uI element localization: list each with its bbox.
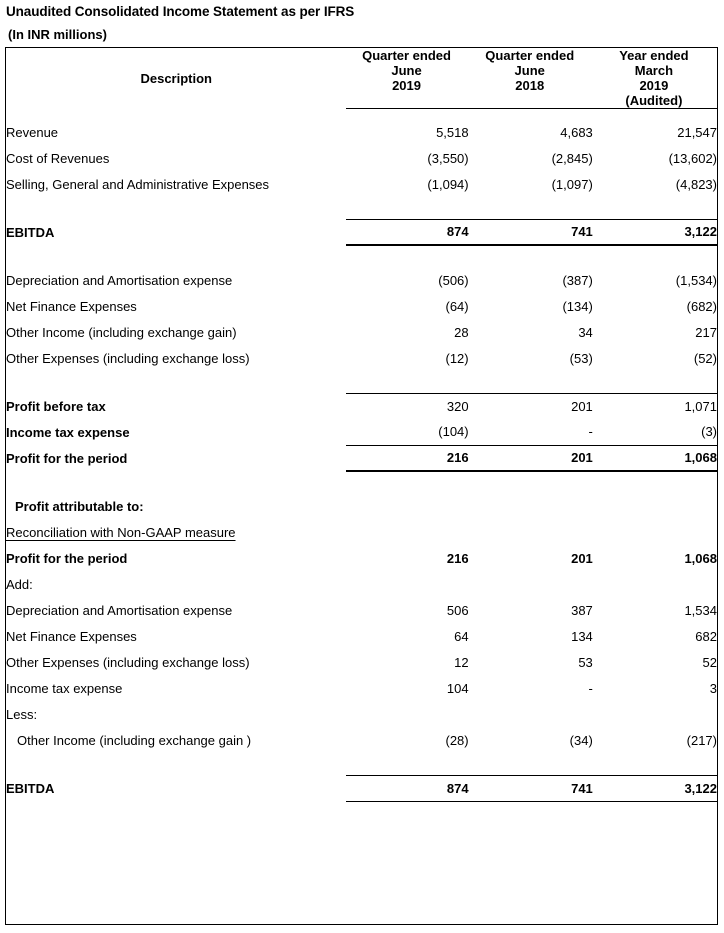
column-header-y1-line3: 2019 — [639, 78, 669, 93]
net-finance-q1-2019: (64) — [445, 298, 469, 314]
row-label-net-finance-expenses: Net Finance Expenses — [6, 298, 137, 314]
pbt-q1-2019: 320 — [346, 393, 468, 419]
depreciation-q1-2018: (387) — [562, 272, 593, 288]
column-header-y1-line2: March — [634, 63, 674, 78]
row-label-other-expenses: Other Expenses (including exchange loss) — [6, 350, 250, 366]
row-label-sga-expenses: Selling, General and Administrative Expenses — [6, 176, 270, 192]
sga-q1-2019: (1,094) — [427, 176, 469, 192]
table-row-profit-for-period-recon — [6, 545, 717, 571]
ebitda-top-q1-2018: 741 — [469, 219, 593, 245]
other-expenses-q1-2019: (12) — [445, 350, 469, 366]
row-label-other-income: Other Income (including exchange gain) — [6, 324, 237, 340]
table-row — [6, 649, 717, 675]
table-row — [6, 675, 717, 701]
depreciation-recon-fy-2019: 1,534 — [684, 602, 717, 618]
tax-recon-q1-2019: 104 — [446, 680, 469, 696]
table-row — [6, 119, 717, 145]
depreciation-recon-q1-2018: 387 — [571, 602, 593, 618]
pft-recon-q1-2019: 216 — [446, 550, 469, 566]
row-label-net-finance-recon: Net Finance Expenses — [6, 628, 137, 644]
table-row — [6, 293, 717, 319]
ebitda-top-q1-2019: 874 — [346, 219, 468, 245]
row-label-depreciation: Depreciation and Amortisation expense — [6, 272, 233, 288]
row-label-other-expenses-recon: Other Expenses (including exchange loss) — [6, 654, 250, 670]
table-row — [6, 345, 717, 371]
column-header-q1-line4 — [346, 93, 468, 109]
spacer-after-ebitda — [6, 245, 717, 267]
row-label-less: Less: — [6, 706, 38, 722]
row-label-income-tax-recon: Income tax expense — [6, 680, 123, 696]
other-expenses-recon-q1-2019: 12 — [454, 654, 469, 670]
column-header-q2-line2: June — [514, 63, 545, 78]
other-income-recon-q1-2019: (28) — [445, 732, 469, 748]
table-row-ebitda-reconciled — [6, 775, 717, 801]
tax-recon-fy-2019: 3 — [709, 680, 717, 696]
pft-recon-fy-2019: 1,068 — [684, 550, 717, 566]
net-finance-recon-q1-2018: 134 — [571, 628, 593, 644]
net-finance-recon-q1-2019: 64 — [454, 628, 469, 644]
column-header-q1-line3: 2019 — [392, 78, 421, 93]
cost-of-revenues-q1-2019: (3,550) — [427, 150, 469, 166]
cost-of-revenues-fy-2019: (13,602) — [668, 150, 717, 166]
revenue-q1-2019: 5,518 — [436, 124, 469, 140]
other-income-recon-q1-2018: (34) — [569, 732, 593, 748]
sga-fy-2019: (4,823) — [675, 176, 717, 192]
column-header-q2-line3: 2018 — [515, 78, 545, 93]
row-label-profit-for-the-period: Profit for the period — [6, 450, 128, 466]
net-finance-fy-2019: (682) — [686, 298, 717, 314]
reconciliation-underlined-text: Reconciliation with Non-GAAP measure — [6, 524, 236, 540]
row-label-ebitda-top: EBITDA — [6, 224, 55, 240]
spacer-before-ebitda-bottom — [6, 753, 717, 775]
spacer-before-pbt — [6, 371, 717, 393]
table-row-profit-attributable — [6, 493, 717, 519]
table-row — [6, 145, 717, 171]
table-row — [6, 597, 717, 623]
other-income-q1-2018: 34 — [578, 324, 593, 340]
row-label-add: Add: — [6, 576, 33, 592]
other-expenses-recon-fy-2019: 52 — [702, 654, 717, 670]
financial-table-container — [5, 47, 718, 925]
currency-units-note: (In INR millions) — [8, 27, 107, 42]
table-row — [6, 171, 717, 197]
table-row — [6, 727, 717, 753]
pbt-q1-2018: 201 — [469, 393, 593, 419]
ebitda-bottom-q1-2019: 874 — [346, 775, 468, 801]
tax-fy-2019: (3) — [701, 424, 717, 440]
table-row — [6, 267, 717, 293]
column-header-q1-line1: Quarter ended — [362, 48, 451, 63]
column-header-description: Description — [140, 70, 212, 86]
income-statement-table — [6, 48, 717, 802]
table-row-less-heading — [6, 701, 717, 727]
table-row — [6, 319, 717, 345]
net-finance-q1-2018: (134) — [562, 298, 593, 314]
table-row-income-tax — [6, 419, 717, 445]
cost-of-revenues-q1-2018: (2,845) — [551, 150, 593, 166]
row-label-revenue: Revenue — [6, 124, 59, 140]
table-row-profit-for-period — [6, 445, 717, 471]
row-label-profit-attributable-to: Profit attributable to: — [15, 498, 144, 514]
other-expenses-q1-2018: (53) — [569, 350, 593, 366]
row-label-income-tax-expense: Income tax expense — [6, 424, 130, 440]
row-label-reconciliation-non-gaap — [6, 519, 346, 545]
other-expenses-recon-q1-2018: 53 — [578, 654, 593, 670]
table-row — [6, 623, 717, 649]
depreciation-q1-2019: (506) — [438, 272, 469, 288]
table-row-profit-before-tax — [6, 393, 717, 419]
table-row-add-heading — [6, 571, 717, 597]
tax-q1-2018: - — [588, 424, 593, 440]
table-header-row-1 — [6, 48, 717, 63]
ebitda-top-fy-2019: 3,122 — [593, 219, 717, 245]
other-income-recon-fy-2019: (217) — [686, 732, 717, 748]
pbt-fy-2019: 1,071 — [593, 393, 717, 419]
ebitda-bottom-fy-2019: 3,122 — [593, 775, 717, 801]
revenue-q1-2018: 4,683 — [560, 124, 593, 140]
depreciation-recon-q1-2019: 506 — [446, 602, 469, 618]
column-header-q1-line2: June — [391, 63, 422, 78]
pft-recon-q1-2018: 201 — [571, 550, 593, 566]
column-header-q2-line1: Quarter ended — [485, 48, 575, 63]
other-expenses-fy-2019: (52) — [693, 350, 717, 366]
column-header-y1-line1: Year ended — [619, 48, 689, 63]
table-row-reconciliation-heading — [6, 519, 717, 545]
table-row-ebitda-subtotal — [6, 219, 717, 245]
spacer-before-attributable — [6, 471, 717, 493]
revenue-fy-2019: 21,547 — [677, 124, 717, 140]
row-label-ebitda-bottom: EBITDA — [6, 780, 55, 796]
pft-q1-2018: 201 — [469, 445, 593, 471]
tax-q1-2019: (104) — [438, 424, 469, 440]
row-label-cost-of-revenues: Cost of Revenues — [6, 150, 110, 166]
sga-q1-2018: (1,097) — [551, 176, 593, 192]
other-income-q1-2019: 28 — [454, 324, 469, 340]
spacer-after-header — [6, 109, 717, 120]
pft-q1-2019: 216 — [346, 445, 468, 471]
row-label-profit-before-tax: Profit before tax — [6, 398, 106, 414]
ebitda-bottom-q1-2018: 741 — [469, 775, 593, 801]
column-header-q2-line4 — [469, 93, 593, 109]
pft-fy-2019: 1,068 — [593, 445, 717, 471]
spacer-before-ebitda — [6, 197, 717, 219]
row-label-other-income-recon: Other Income (including exchange gain ) — [17, 732, 252, 748]
depreciation-fy-2019: (1,534) — [675, 272, 717, 288]
row-label-profit-for-the-period-recon: Profit for the period — [6, 550, 128, 566]
net-finance-recon-fy-2019: 682 — [695, 628, 717, 644]
other-income-fy-2019: 217 — [695, 324, 717, 340]
tax-recon-q1-2018: - — [588, 680, 593, 696]
page-title: Unaudited Consolidated Income Statement as per IFRS — [6, 4, 355, 19]
row-label-depreciation-recon: Depreciation and Amortisation expense — [6, 602, 233, 618]
column-header-y1-line4: (Audited) — [593, 93, 717, 109]
